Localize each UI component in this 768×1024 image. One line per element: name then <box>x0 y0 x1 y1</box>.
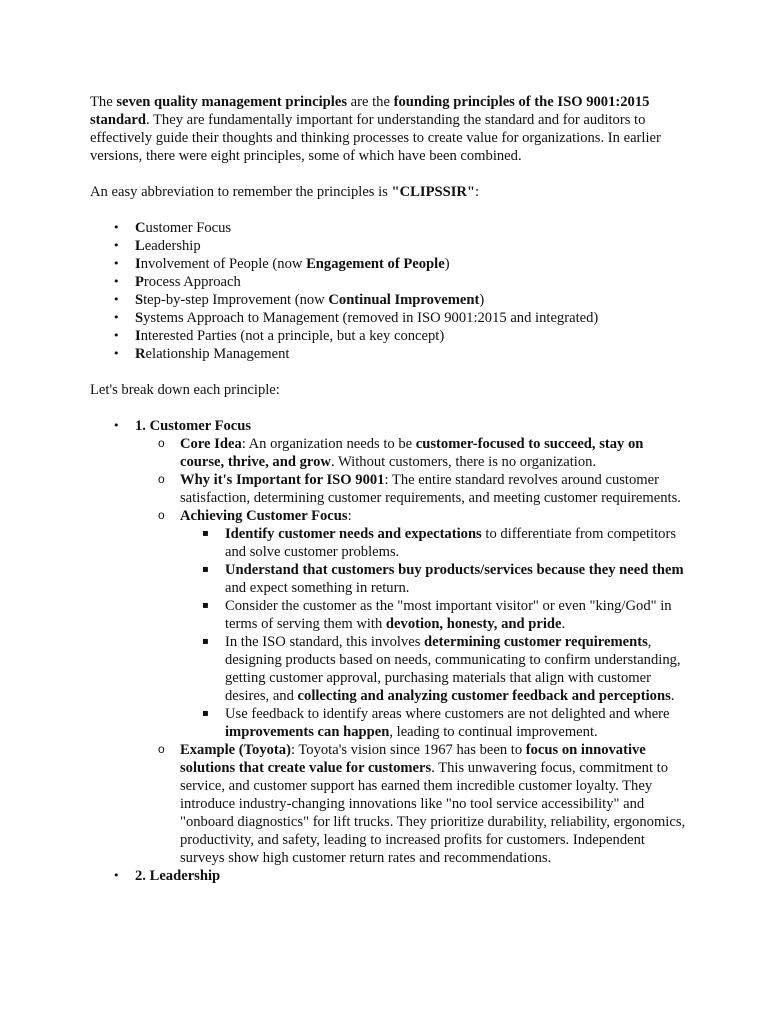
section-heading: 2. Leadership <box>135 868 221 884</box>
customer-focus-details <box>135 435 690 867</box>
achieving-colon: : <box>347 508 352 524</box>
achieving-bold: devotion, honesty, and pride <box>385 616 562 632</box>
achieving-text: . <box>670 688 675 704</box>
why-important-label: Why it's Important for ISO 9001 <box>180 472 385 488</box>
principle-item <box>90 327 690 345</box>
abbreviation-word: "CLIPSSIR" <box>391 184 476 200</box>
abbreviation-text: An easy abbreviation to remember the principles is <box>90 184 392 200</box>
principle-text: elationship Management <box>145 346 290 362</box>
principle-text: ustomer Focus <box>145 220 232 236</box>
achieving-text: In the ISO standard, this involves <box>225 634 425 650</box>
principle-note: (now <box>294 292 329 308</box>
breakdown-paragraph: Let's break down each principle: <box>90 382 280 398</box>
principle-letter: I <box>135 328 141 344</box>
principle-letter: P <box>135 274 144 290</box>
achieving-bold: collecting and analyzing customer feedback and perceptions <box>297 688 671 704</box>
achieving-point <box>180 597 690 633</box>
achieving-sublist <box>180 525 690 741</box>
principle-text: ystems Approach to Management (removed in ISO 9001:2015 and integrated) <box>143 310 599 326</box>
principle-letter: S <box>135 310 144 326</box>
example-bold: focus on innovative solutions that create value for customers <box>180 742 646 776</box>
section-customer-focus <box>90 417 690 867</box>
principle-item <box>90 273 690 291</box>
achieving-point <box>180 705 690 741</box>
why-important-text: : The entire standard revolves around customer satisfaction, determining customer requirements, and meeting customer requirements. <box>180 472 681 506</box>
principle-letter: S <box>135 292 144 308</box>
achieving-text: , leading to continual improvement. <box>389 724 598 740</box>
principle-letter: I <box>135 256 141 272</box>
intro-bold-principles: seven quality management principles <box>116 94 348 110</box>
intro-paragraph <box>90 93 690 165</box>
principle-note: ) <box>444 256 450 272</box>
achieving-text: , designing products based on needs, communicating to confirm understanding, getting customer approval, purchasing materials that align with customer desires, and <box>225 634 681 704</box>
intro-text: The <box>90 94 117 110</box>
principle-note: (now <box>272 256 307 272</box>
principle-item <box>90 345 690 363</box>
principle-new-name: Continual Improvement <box>328 292 480 308</box>
core-idea-text: . Without customers, there is no organization. <box>330 454 597 470</box>
achieving-point <box>180 561 690 597</box>
principle-text: eadership <box>144 238 201 254</box>
abbreviation-colon: : <box>475 184 480 200</box>
achieving-text: and expect something in return. <box>225 580 410 596</box>
achieving-bold: Identify customer needs and expectations <box>225 526 482 542</box>
principle-item <box>90 291 690 309</box>
section-leadership <box>90 867 690 885</box>
core-idea-text: : An organization needs to be <box>241 436 416 452</box>
principle-item <box>90 255 690 273</box>
intro-text: are the <box>347 94 394 110</box>
core-idea-bold: customer-focused to succeed, stay on course, thrive, and grow <box>180 436 644 470</box>
example-text: . This unwavering focus, commitment to service, and customer support has earned them incredible customer loyalty. They introduce industry-changing innovations like "no tool service accessibility" and "onboard diagnostics" for lift trucks. They prioritize durability, reliability, ergonomics, productivity, and safety, leading to increased profits for customers. Independent surveys show high customer return rates and recommendations. <box>180 760 686 866</box>
principle-text: tep-by-step Improvement <box>143 292 295 308</box>
principle-letter: C <box>135 220 146 236</box>
core-idea-item <box>135 435 690 471</box>
principle-item <box>90 309 690 327</box>
achieving-bold: determining customer requirements <box>424 634 648 650</box>
principle-text: nterested Parties (not a principle, but a key concept) <box>140 328 445 344</box>
achieving-text: Consider the customer as the "most important visitor" or even "king/God" in terms of serving them with <box>225 598 672 632</box>
document-body <box>90 93 690 903</box>
example-item <box>135 741 690 867</box>
principle-letter: L <box>135 238 145 254</box>
why-important-item <box>135 471 690 507</box>
principle-new-name: Engagement of People <box>306 256 445 272</box>
intro-text: . They are fundamentally important for understanding the standard and for auditors to effectively guide their thoughts and thinking processes to create value for organizations. In earlier versions, there were eight principles, some of which have been combined. <box>90 112 661 164</box>
principle-text: rocess Approach <box>143 274 241 290</box>
principle-item <box>90 219 690 237</box>
example-label: Example (Toyota) <box>180 742 291 758</box>
principle-letter: R <box>135 346 146 362</box>
achieving-bold: improvements can happen <box>225 724 390 740</box>
achieving-point <box>180 525 690 561</box>
section-heading: 1. Customer Focus <box>135 418 252 434</box>
principle-note: ) <box>479 292 485 308</box>
principles-list <box>90 219 690 363</box>
principle-text: nvolvement of People <box>140 256 273 272</box>
principle-breakdown-list <box>90 417 690 885</box>
achieving-label: Achieving Customer Focus <box>180 508 348 524</box>
achieving-text: Use feedback to identify areas where customers are not delighted and where <box>225 706 670 722</box>
intro-bold-standard: founding principles of the ISO 9001:2015 standard <box>90 94 650 128</box>
achieving-point <box>180 633 690 705</box>
achieving-item <box>135 507 690 741</box>
core-idea-label: Core Idea <box>180 436 242 452</box>
achieving-bold: Understand that customers buy products/services because they need them <box>225 562 684 578</box>
principle-item <box>90 237 690 255</box>
achieving-text: to differentiate from competitors and solve customer problems. <box>225 526 677 560</box>
abbreviation-paragraph <box>90 183 690 201</box>
achieving-text: . <box>561 616 566 632</box>
example-text: : Toyota's vision since 1967 has been to <box>290 742 526 758</box>
